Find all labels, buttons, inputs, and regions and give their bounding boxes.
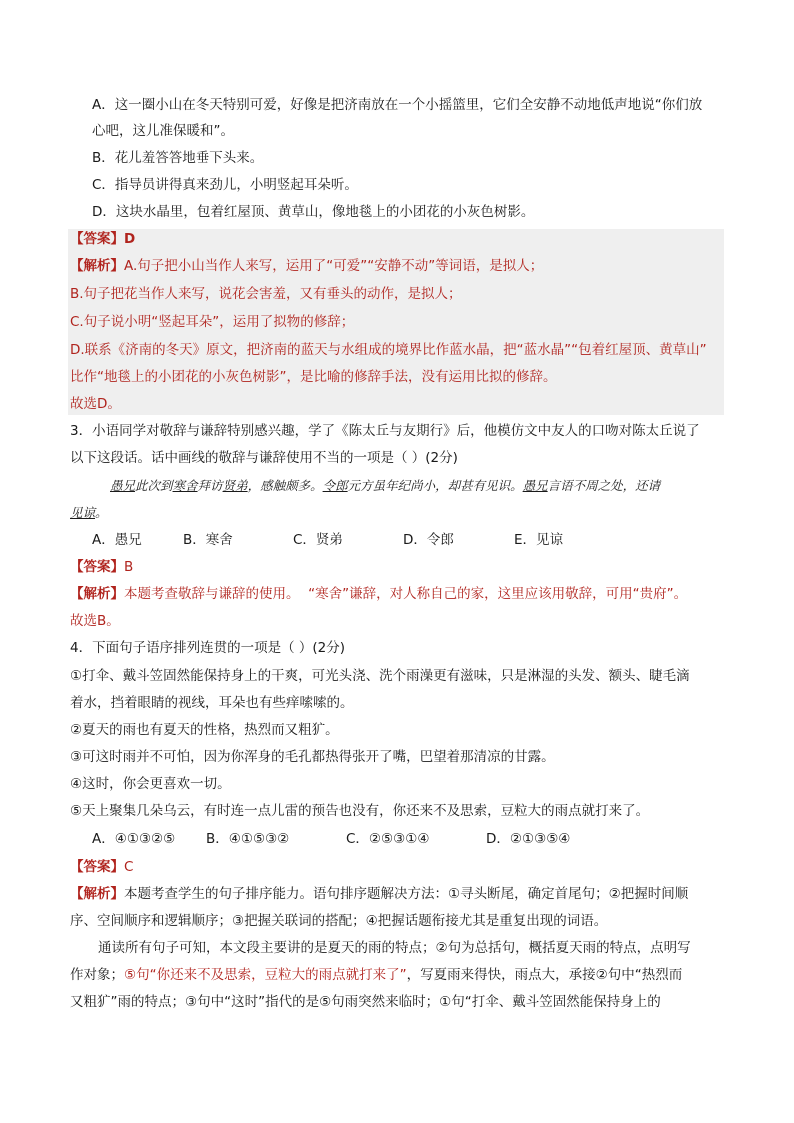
- q4-option-a: A．④①③②⑤: [92, 831, 176, 847]
- underlined-word: 见谅: [70, 505, 96, 520]
- q4-analysis-line2: 序、空间顺序和逻辑顺序；③把握关联词的搭配；④把握话题衔接尤其是重复出现的词语。: [70, 913, 608, 929]
- passage-text: ，感触颇多。: [247, 478, 323, 493]
- q2-option-d: D．这块水晶里，包着红屋顶、黄草山，像地毯上的小团花的小灰色树影。: [92, 204, 535, 220]
- analysis-tag: 【解析】: [70, 886, 124, 902]
- q3-stem-line1: 3．小语同学对敬辞与谦辞特别感兴趣，学了《陈太丘与友期行》后，他模仿文中友人的口吻对陈太丘说了: [70, 423, 700, 439]
- answer-value: C: [124, 859, 134, 875]
- q4-option-d: D．②①③⑤④: [486, 831, 571, 847]
- q4-analysis-line1: [70, 884, 688, 904]
- analysis-text: 。: [673, 586, 688, 602]
- underlined-word: 愚兄: [522, 478, 548, 493]
- q4-sentence-1-line1: ①打伞、戴斗笠固然能保持身上的干爽，可光头浇、洗个雨澡更有滋味，只是淋湿的头发、额头、睫毛滴: [70, 668, 690, 684]
- passage-text: 。: [95, 505, 108, 520]
- q2-option-b: B．花儿羞答答地垂下头来。: [92, 150, 264, 166]
- underlined-word: 愚兄: [110, 478, 136, 493]
- underlined-word: 令郎: [322, 478, 348, 493]
- analysis-text: “贵府”: [632, 586, 674, 602]
- q3-option-c: C．贤弟: [293, 532, 343, 548]
- q2-analysis-line4: D.联系《济南的冬天》原文，把济南的蓝天与水组成的境界比作蓝水晶，把“蓝水晶”“包着红屋顶、黄草山”: [70, 342, 707, 358]
- paragraph-text: ，写夏雨来得快，雨点大，承接②句中“热烈而: [406, 967, 683, 983]
- q4-option-b: B．④①⑤③②: [206, 831, 290, 847]
- q3-passage-line1: [110, 476, 660, 496]
- analysis-text: 本题考查敬辞与谦辞的使用。: [124, 586, 300, 602]
- analysis-text: “寒舍”: [308, 586, 350, 602]
- q3-stem-line2: 以下这段话。话中画线的敬辞与谦辞使用不当的一项是（ ）(2分): [70, 450, 458, 466]
- q3-option-b: B．寒舍: [183, 532, 233, 548]
- q4-paragraph-line1: 通读所有句子可知，本文段主要讲的是夏天的雨的特点；②句为总括句，概括夏天雨的特点，点明写: [98, 940, 691, 956]
- q3-analysis: [70, 584, 687, 604]
- analysis-text: 本题考查学生的句子排序能力。语句排序题解决方法：①寻头断尾，确定首尾句；②把握时间顺: [124, 886, 689, 902]
- analysis-text: 谦辞，对人称自己的家，这里应该用敬辞，可用: [349, 586, 633, 602]
- answer-tag: 【答案】: [70, 859, 124, 875]
- q4-paragraph-line2: [70, 965, 682, 985]
- q3-answer: [70, 557, 133, 577]
- q3-option-d: D．令郎: [403, 532, 454, 548]
- q4-paragraph-line3: 又粗犷”雨的特点；③句中“这时”指代的是⑤句雨突然来临时；①句“打伞、戴斗笠固然能保持身上的: [70, 994, 661, 1010]
- q4-stem: 4．下面句子语序排列连贯的一项是（ ）(2分): [70, 640, 346, 656]
- q2-answer: [70, 229, 135, 249]
- answer-tag: 【答案】: [70, 559, 124, 575]
- answer-value: D: [124, 231, 136, 247]
- paragraph-highlight: ⑤句“你还来不及思索，豆粒大的雨点就打来了”: [124, 967, 407, 983]
- q4-sentence-3: ③可这时雨并不可怕，因为你浑身的毛孔都热得张开了嘴，巴望着那清凉的甘露。: [70, 749, 555, 765]
- q3-conclusion: 故选B。: [70, 613, 120, 629]
- analysis-text: A.句子把小山当作人来写，运用了“可爱”“安静不动”等词语，是拟人；: [124, 258, 544, 274]
- passage-text: 此次到: [135, 478, 173, 493]
- underlined-word: 寒舍: [172, 478, 198, 493]
- q2-analysis-line1: [70, 256, 543, 276]
- q4-sentence-5: ⑤天上聚集几朵乌云，有时连一点儿雷的预告也没有，你还来不及思索，豆粒大的雨点就打来了。: [70, 803, 650, 819]
- q3-option-a: A．愚兄: [92, 532, 142, 548]
- underlined-word: 贤弟: [222, 478, 248, 493]
- q2-analysis-line5: 比作“地毯上的小团花的小灰色树影”，是比喻的修辞手法，没有运用比拟的修辞。: [70, 369, 557, 385]
- q4-option-c: C．②⑤③①④: [346, 831, 430, 847]
- passage-text: 拜访: [197, 478, 223, 493]
- q2-analysis-line3: C.句子说小明“竖起耳朵”，运用了拟物的修辞；: [70, 314, 355, 330]
- analysis-tag: 【解析】: [70, 258, 124, 274]
- q3-option-e: E．见谅: [514, 532, 564, 548]
- q2-option-a-line1: A．这一圈小山在冬天特别可爱，好像是把济南放在一个小摇篮里，它们全安静不动地低声地说“你们放: [92, 97, 703, 113]
- passage-text: 言语不周之处，还请: [547, 478, 661, 493]
- q4-sentence-2: ②夏天的雨也有夏天的性格，热烈而又粗犷。: [70, 722, 339, 738]
- q4-sentence-1-line2: 着水，挡着眼睛的视线，耳朵也有些痒嗦嗦的。: [70, 695, 354, 711]
- paragraph-text: 作对象；: [70, 967, 124, 983]
- q2-option-a-line2: 心吧，这儿准保暖和”。: [92, 123, 234, 139]
- q4-answer: [70, 857, 133, 877]
- answer-tag: 【答案】: [70, 231, 124, 247]
- q2-option-c: C．指导员讲得真来劲儿，小明竖起耳朵听。: [92, 177, 358, 193]
- q4-sentence-4: ④这时，你会更喜欢一切。: [70, 776, 231, 792]
- q3-passage-line2: [70, 503, 108, 523]
- answer-value: B: [124, 559, 134, 575]
- analysis-tag: 【解析】: [70, 586, 124, 602]
- q2-analysis-line2: B.句子把花当作人来写，说花会害羞，又有垂头的动作，是拟人；: [70, 286, 462, 302]
- passage-text: 元方虽年纪尚小，却甚有见识。: [347, 478, 523, 493]
- q2-conclusion: 故选D。: [70, 396, 121, 412]
